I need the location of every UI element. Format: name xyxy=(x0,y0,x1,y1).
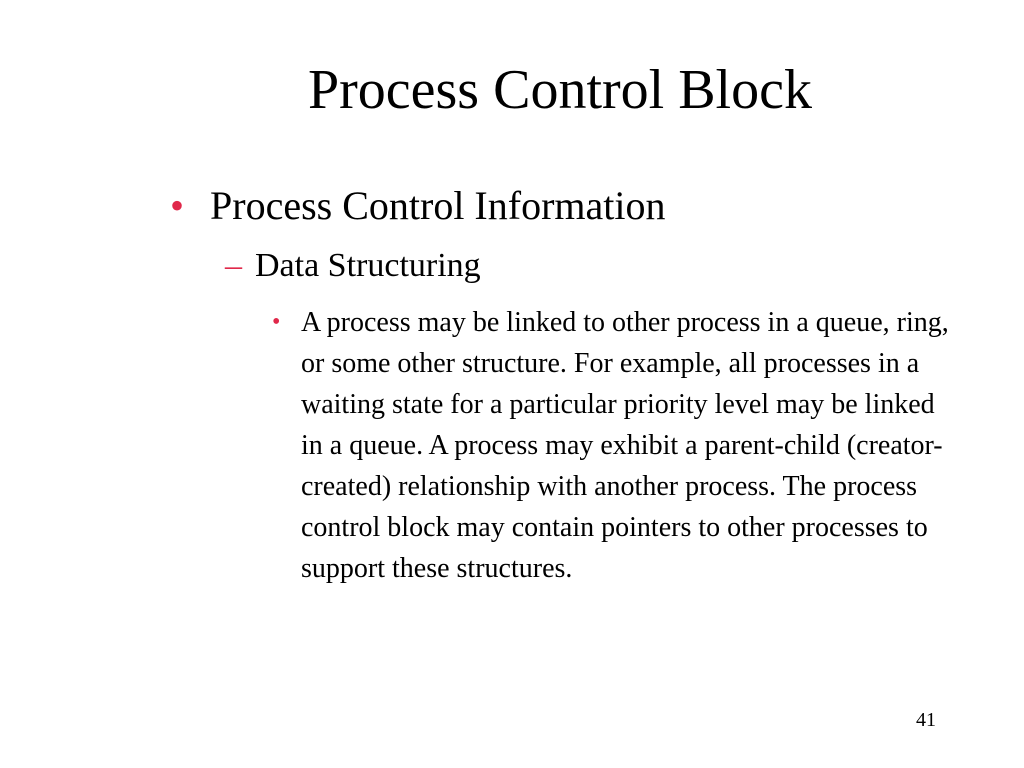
bullet-marker: • xyxy=(170,183,185,228)
bullet-marker: • xyxy=(272,309,281,335)
bullet-level-2-text: Data Structuring xyxy=(255,247,481,284)
bullet-level-2 xyxy=(225,245,481,287)
page-number: 41 xyxy=(916,709,936,731)
slide-title: Process Control Block xyxy=(308,59,812,121)
dash-marker: – xyxy=(225,247,242,284)
bullet-level-3 xyxy=(272,302,962,589)
bullet-level-1 xyxy=(170,182,666,230)
bullet-level-1-text: Process Control Information xyxy=(210,183,666,228)
bullet-level-3-text: A process may be linked to other process in a queue, ring, or some other structure. For example, all processes in a waiting state for a particular priority level may be linked in a queue. A process may exhibit a parent-child (creator-created) relationship with another process. The process control block may contain pointers to other processes to support these structures. xyxy=(301,307,949,584)
